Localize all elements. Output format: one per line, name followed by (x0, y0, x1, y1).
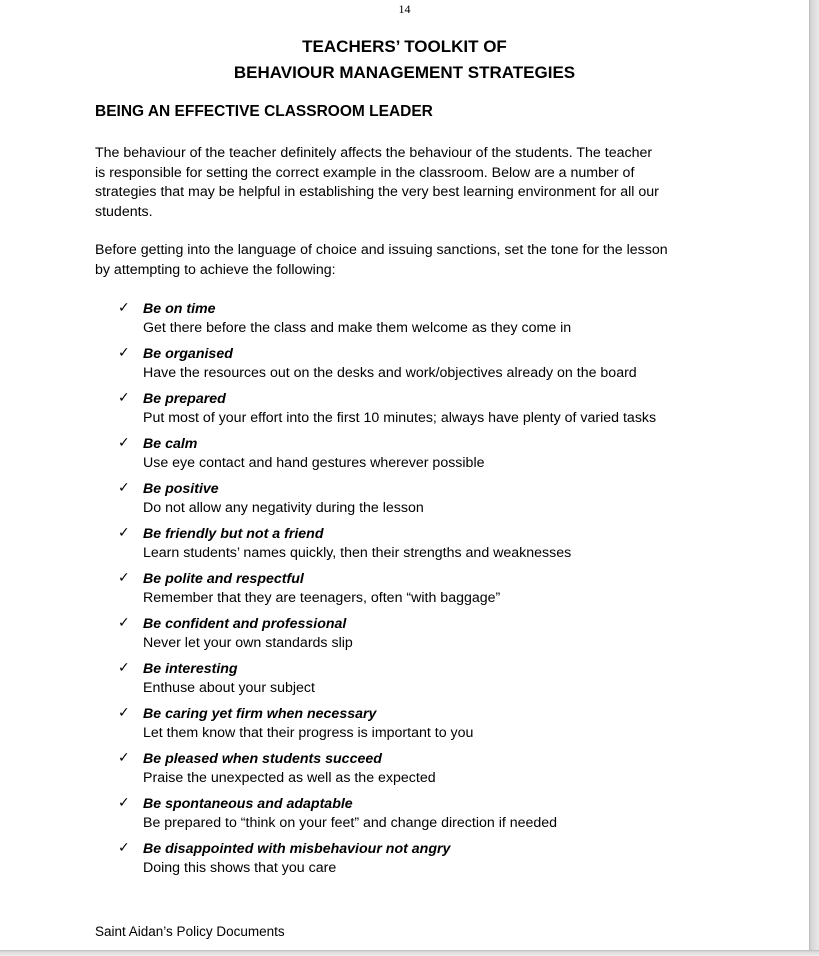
strategy-list (0, 298, 809, 883)
checkmark-icon: ✓ (118, 480, 130, 496)
strategy-description: Remember that they are teenagers, often “with baggage” (143, 590, 501, 606)
strategy-item (0, 838, 809, 883)
strategy-title: Be pleased when students succeed (143, 751, 382, 767)
strategy-item (0, 568, 809, 613)
page-shadow-bottom (0, 950, 819, 956)
strategy-description: Have the resources out on the desks and work/objectives already on the board (143, 365, 637, 381)
checkmark-icon: ✓ (118, 795, 130, 811)
lead-in-line: Before getting into the language of choice and issuing sanctions, set the tone for the lesson (95, 242, 668, 258)
checkmark-icon: ✓ (118, 390, 130, 406)
document-title (0, 34, 809, 86)
footer-text: Saint Aidan’s Policy Documents (95, 924, 285, 939)
strategy-description: Never let your own standards slip (143, 635, 353, 651)
strategy-title: Be friendly but not a friend (143, 526, 324, 542)
intro-line: students. (95, 203, 153, 220)
page-number: 14 (398, 2, 411, 16)
strategy-description: Learn students’ names quickly, then their strengths and weaknesses (143, 545, 572, 561)
strategy-description: Use eye contact and hand gestures wherever possible (143, 455, 485, 471)
title-line-2: BEHAVIOUR MANAGEMENT STRATEGIES (233, 63, 576, 82)
strategy-title: Be spontaneous and adaptable (143, 796, 353, 812)
strategy-title: Be interesting (143, 661, 238, 677)
strategy-description: Let them know that their progress is important to you (143, 725, 474, 741)
checkmark-icon: ✓ (118, 840, 130, 856)
strategy-item (0, 433, 809, 478)
title-line-1: TEACHERS’ TOOLKIT OF (302, 37, 507, 56)
checkmark-icon: ✓ (118, 435, 130, 451)
checkmark-icon: ✓ (118, 750, 130, 766)
lead-in-paragraph (95, 241, 705, 280)
strategy-title: Be disappointed with misbehaviour not angry (143, 841, 451, 857)
intro-line: is responsible for setting the correct example in the classroom. Below are a number of (95, 164, 635, 181)
strategy-title: Be calm (143, 436, 198, 452)
strategy-item (0, 703, 809, 748)
strategy-title: Be prepared (143, 391, 226, 407)
strategy-description: Be prepared to “think on your feet” and change direction if needed (143, 815, 558, 831)
strategy-item (0, 388, 809, 433)
lead-in-line: by attempting to achieve the following: (95, 261, 336, 278)
strategy-item (0, 658, 809, 703)
strategy-description: Get there before the class and make them welcome as they come in (143, 320, 572, 336)
strategy-title: Be on time (143, 301, 216, 317)
strategy-item (0, 748, 809, 793)
strategy-item (0, 298, 809, 343)
strategy-description: Doing this shows that you care (143, 860, 337, 876)
strategy-title: Be caring yet firm when necessary (143, 706, 377, 722)
intro-line: The behaviour of the teacher definitely affects the behaviour of the students. The teacher (95, 145, 653, 161)
checkmark-icon: ✓ (118, 570, 130, 586)
strategy-description: Praise the unexpected as well as the expected (143, 770, 436, 786)
strategy-description: Enthuse about your subject (143, 680, 315, 696)
strategy-item (0, 793, 809, 838)
strategy-title: Be organised (143, 346, 233, 362)
checkmark-icon: ✓ (118, 660, 130, 676)
checkmark-icon: ✓ (118, 300, 130, 316)
strategy-title: Be positive (143, 481, 219, 497)
strategy-title: Be confident and professional (143, 616, 347, 632)
checkmark-icon: ✓ (118, 345, 130, 361)
section-heading: BEING AN EFFECTIVE CLASSROOM LEADER (95, 103, 433, 120)
checkmark-icon: ✓ (118, 525, 130, 541)
strategy-description: Put most of your effort into the first 10 minutes; always have plenty of varied tasks (143, 410, 657, 426)
strategy-item (0, 523, 809, 568)
intro-paragraph (95, 144, 705, 222)
strategy-item (0, 478, 809, 523)
checkmark-icon: ✓ (118, 615, 130, 631)
strategy-item (0, 613, 809, 658)
strategy-title: Be polite and respectful (143, 571, 304, 587)
strategy-description: Do not allow any negativity during the lesson (143, 500, 424, 516)
checkmark-icon: ✓ (118, 705, 130, 721)
strategy-item (0, 343, 809, 388)
intro-line: strategies that may be helpful in establishing the very best learning environment for all our (95, 184, 659, 201)
page-shadow-right (809, 0, 819, 956)
